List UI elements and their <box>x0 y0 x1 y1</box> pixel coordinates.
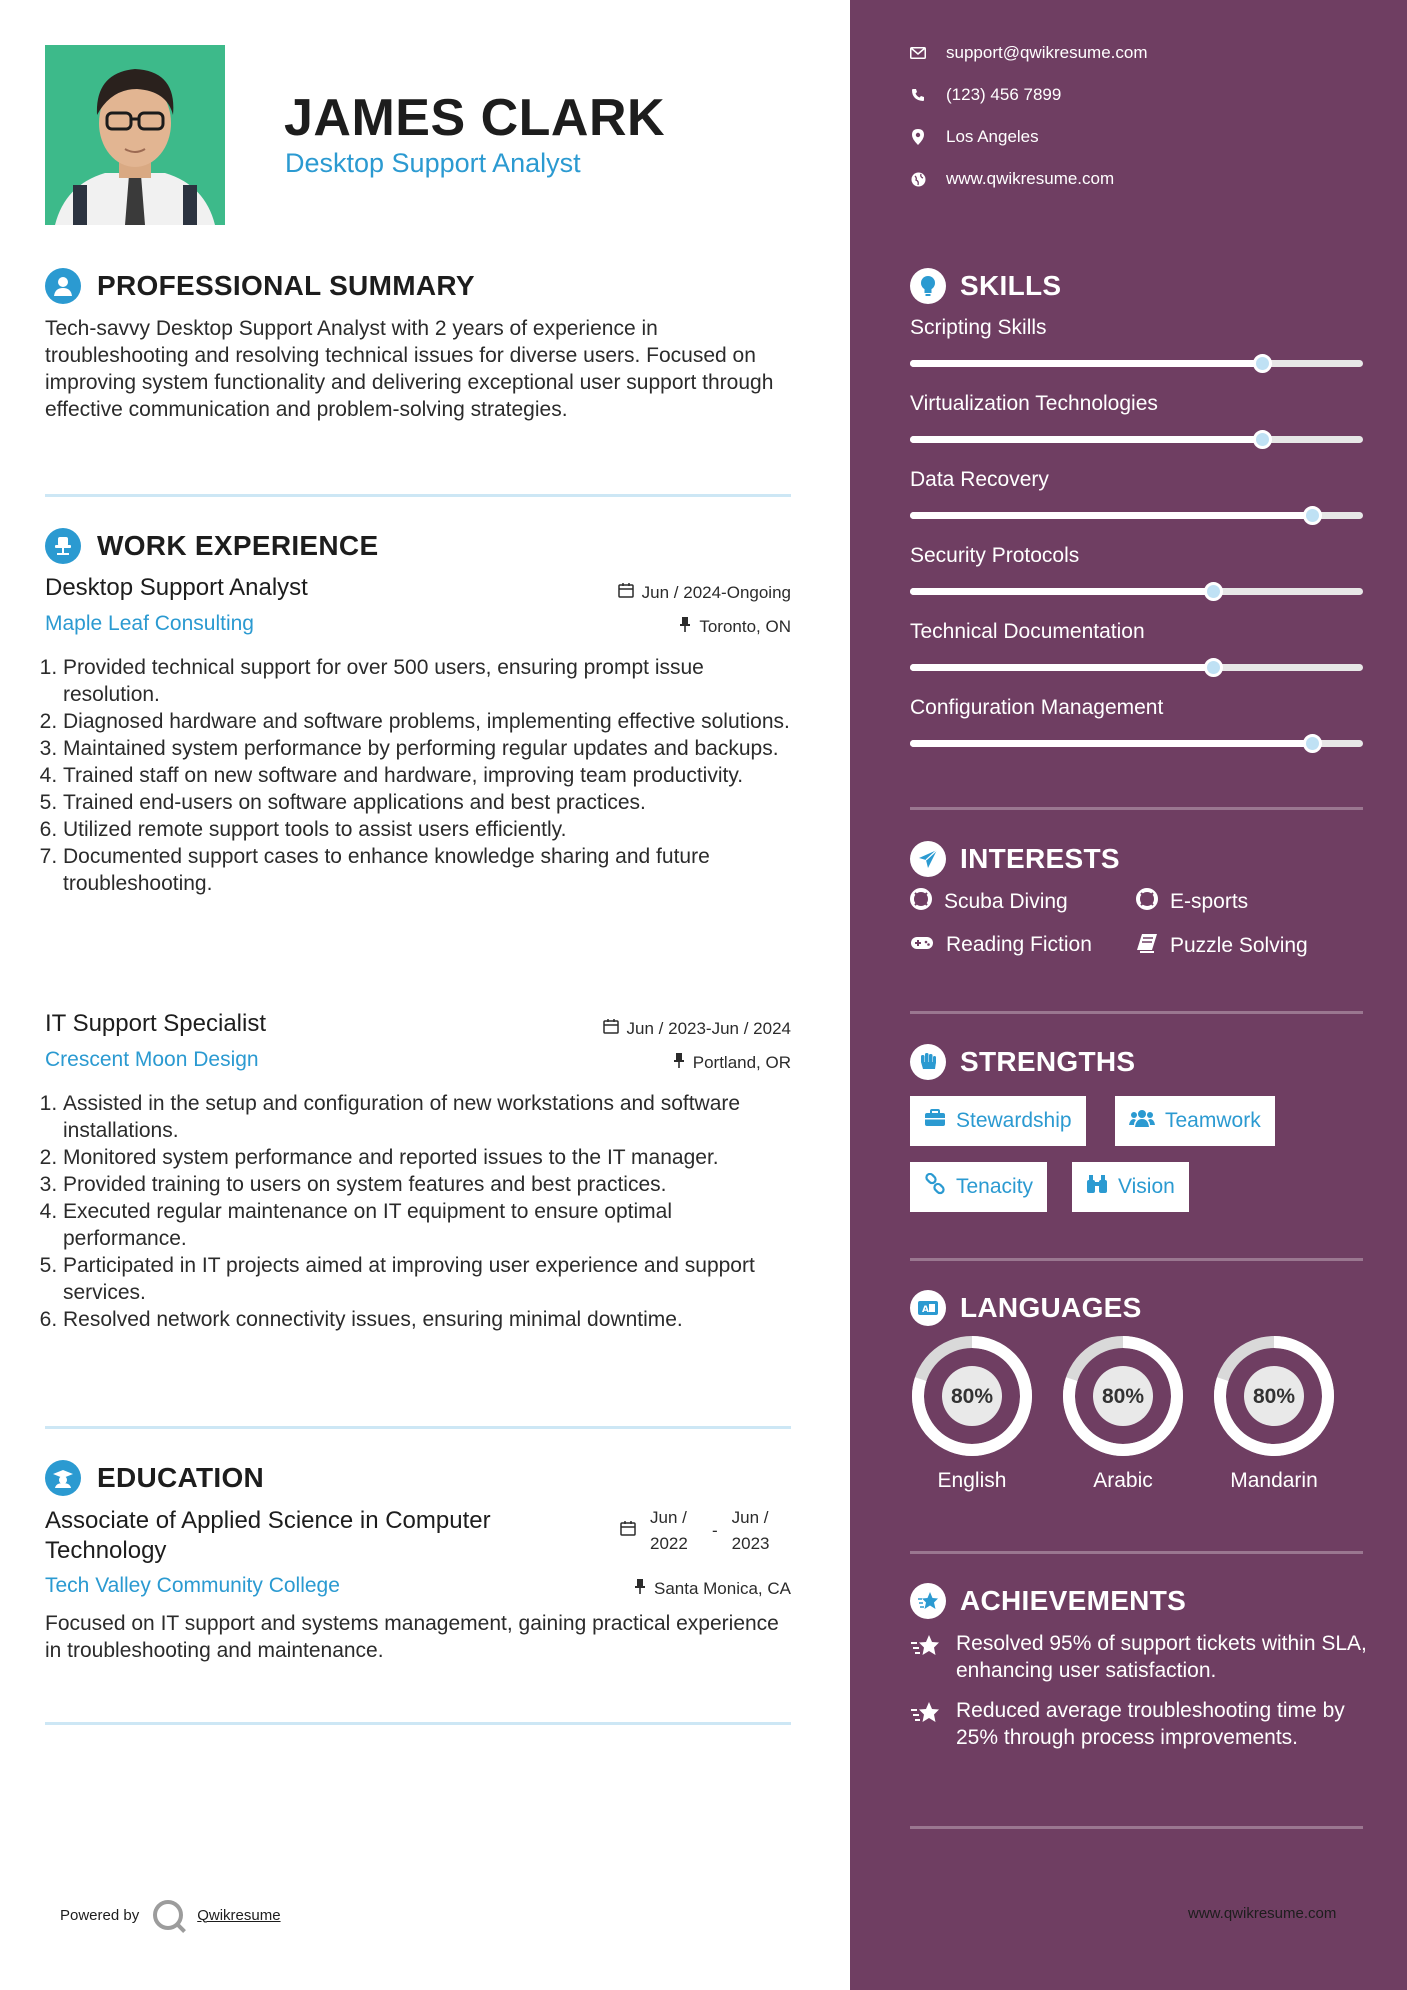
achievement-text: Reduced average troubleshooting time by 25% through process improvements. <box>956 1699 1345 1749</box>
education-location <box>634 1578 791 1599</box>
paper-plane-icon <box>910 841 946 877</box>
pin-icon <box>679 616 691 637</box>
achievements-title: ACHIEVEMENTS <box>960 1585 1187 1616</box>
skill-level-knob <box>1303 734 1322 753</box>
degree-title: Associate of Applied Science in Computer Technology <box>45 1507 491 1564</box>
skill-label: Security Protocols <box>910 544 1080 567</box>
list-item: 4. Executed regular maintenance on IT equipment to ensure optimal performance. <box>63 1198 798 1252</box>
skill-level-fill <box>910 512 1313 519</box>
interests-heading <box>910 841 1120 877</box>
sidebar <box>850 0 1407 1990</box>
book-icon <box>1136 933 1158 959</box>
section-divider <box>910 1011 1363 1014</box>
language-icon <box>910 1290 946 1326</box>
section-divider <box>45 1426 791 1429</box>
interest-item <box>1136 933 1308 959</box>
skill-label: Virtualization Technologies <box>910 392 1158 415</box>
interest-label: Scuba Diving <box>944 890 1068 913</box>
qwikresume-logo-icon <box>153 1900 183 1930</box>
list-item: 6. Resolved network connectivity issues, ensuring minimal downtime. <box>63 1306 798 1333</box>
language-proficiency-ring <box>1212 1334 1336 1458</box>
candidate-name: JAMES CLARK <box>284 89 666 147</box>
list-item: 6. Utilized remote support tools to assist users efficiently. <box>63 816 798 843</box>
chair-icon <box>45 528 81 564</box>
language-item <box>1061 1334 1185 1493</box>
lightbulb-icon <box>910 268 946 304</box>
education-heading <box>45 1460 264 1496</box>
summary-text: Tech-savvy Desktop Support Analyst with 2 years of experience in troubleshooting and resolving technical issues for diverse users. Focused on improving system functionality and delivering exceptional user support through effective communication and problem-solving strategies. <box>45 317 774 421</box>
powered-by-label: Powered by <box>60 1906 140 1924</box>
language-name: Arabic <box>1093 1469 1153 1492</box>
language-percent-label: 80% <box>950 1385 994 1408</box>
language-proficiency-ring <box>1061 1334 1185 1458</box>
section-divider <box>910 1258 1363 1261</box>
strengths-heading <box>910 1044 1135 1080</box>
achievement-item <box>910 1630 1370 1684</box>
calendar-icon <box>620 1518 636 1544</box>
education-date-separator: - <box>712 1521 718 1540</box>
life-ring-icon <box>910 888 932 916</box>
contact-location-text: Los Angeles <box>946 127 1039 146</box>
skill-label: Technical Documentation <box>910 620 1145 643</box>
language-percent-label: 80% <box>1252 1385 1296 1408</box>
strength-badge <box>1072 1162 1189 1212</box>
strength-label: Teamwork <box>1165 1109 1261 1132</box>
summary-title: PROFESSIONAL SUMMARY <box>97 270 475 301</box>
list-item: 7. Documented support cases to enhance knowledge sharing and future troubleshooting. <box>63 843 798 897</box>
calendar-icon <box>618 582 634 603</box>
skill-label: Configuration Management <box>910 696 1164 719</box>
section-divider <box>45 1722 791 1725</box>
contact-email[interactable] <box>910 43 1148 63</box>
candidate-role: Desktop Support Analyst <box>285 148 581 178</box>
achievement-text: Resolved 95% of support tickets within SLA, enhancing user satisfaction. <box>956 1632 1367 1682</box>
section-divider <box>910 1551 1363 1554</box>
contact-location <box>910 127 1039 147</box>
interest-item <box>910 888 1068 916</box>
link-icon <box>924 1173 946 1201</box>
job-date-text: Jun / 2024-Ongoing <box>641 582 791 602</box>
section-divider <box>910 1826 1363 1829</box>
summary-heading <box>45 268 475 304</box>
section-divider <box>910 807 1363 810</box>
skill-level-bar <box>910 360 1363 367</box>
list-item: 2. Diagnosed hardware and software problems, implementing effective solutions. <box>63 708 798 735</box>
language-percent-label: 80% <box>1101 1385 1145 1408</box>
interest-item <box>1136 888 1248 916</box>
education-description: Focused on IT support and systems management, gaining practical experience in troubleshooting and maintenance. <box>45 1612 779 1662</box>
skill-level-knob <box>1204 582 1223 601</box>
skill-level-knob <box>1253 430 1272 449</box>
pin-icon <box>673 1052 685 1073</box>
job-location <box>679 616 791 637</box>
language-name: Mandarin <box>1230 1469 1318 1492</box>
language-item <box>1212 1334 1336 1493</box>
gamepad-icon <box>910 933 934 957</box>
qwikresume-link[interactable]: Qwikresume <box>197 1906 281 1924</box>
job-title: IT Support Specialist <box>45 1010 267 1037</box>
skill-level-bar <box>910 740 1363 747</box>
list-item: 5. Participated in IT projects aimed at improving user experience and support services. <box>63 1252 798 1306</box>
job-date <box>603 1018 791 1039</box>
strengths-title: STRENGTHS <box>960 1046 1136 1077</box>
achievements-heading <box>910 1583 1186 1619</box>
skill-level-bar <box>910 664 1363 671</box>
job-location-text: Portland, OR <box>692 1052 791 1072</box>
fist-icon <box>910 1044 946 1080</box>
strength-badge <box>910 1162 1047 1212</box>
skill-level-knob <box>1253 354 1272 373</box>
contact-email-text: support@qwikresume.com <box>946 43 1148 62</box>
list-item: 3. Provided training to users on system features and best practices. <box>63 1171 798 1198</box>
globe-icon <box>910 171 926 187</box>
interest-label: Puzzle Solving <box>1170 934 1308 957</box>
svg-text:A: A <box>922 1305 930 1315</box>
skill-level-fill <box>910 436 1263 443</box>
interests-title: INTERESTS <box>960 843 1120 874</box>
strength-label: Vision <box>1118 1175 1175 1198</box>
job-date-text: Jun / 2023-Jun / 2024 <box>626 1018 791 1038</box>
school-name: Tech Valley Community College <box>45 1574 340 1597</box>
achievement-item <box>910 1697 1370 1751</box>
star-icon <box>910 1634 942 1684</box>
education-location-text: Santa Monica, CA <box>653 1578 791 1598</box>
contact-website[interactable] <box>910 169 1114 189</box>
briefcase-icon <box>924 1109 946 1133</box>
skill-label: Data Recovery <box>910 468 1049 491</box>
skill-level-fill <box>910 664 1214 671</box>
binoculars-icon <box>1086 1174 1108 1200</box>
company-name: Crescent Moon Design <box>45 1048 259 1071</box>
footer-powered-by <box>60 1900 281 1930</box>
profile-photo <box>45 45 225 225</box>
skill-level-fill <box>910 740 1313 747</box>
job-responsibilities <box>63 1090 798 1333</box>
contact-website-text: www.qwikresume.com <box>946 169 1115 188</box>
user-icon <box>45 268 81 304</box>
education-date <box>620 1505 780 1557</box>
skill-level-bar <box>910 588 1363 595</box>
experience-heading <box>45 528 378 564</box>
languages-title: LANGUAGES <box>960 1292 1142 1323</box>
job-date <box>618 582 791 603</box>
experience-title: WORK EXPERIENCE <box>97 530 379 561</box>
contact-phone-text: (123) 456 7899 <box>946 85 1062 104</box>
skill-level-fill <box>910 588 1214 595</box>
pin-icon <box>634 1578 646 1599</box>
skill-level-knob <box>1303 506 1322 525</box>
phone-icon <box>910 87 926 103</box>
list-item: 1. Assisted in the setup and configuration of new workstations and software installations. <box>63 1090 798 1144</box>
strength-label: Stewardship <box>956 1109 1072 1132</box>
strength-badge <box>1115 1096 1275 1146</box>
education-date-end: Jun / 2023 <box>731 1508 770 1553</box>
skill-level-bar <box>910 436 1363 443</box>
education-date-start: Jun / 2022 <box>650 1508 688 1553</box>
graduate-icon <box>45 1460 81 1496</box>
interest-label: Reading Fiction <box>946 933 1092 956</box>
list-item: 5. Trained end-users on software applications and best practices. <box>63 789 798 816</box>
job-responsibilities <box>63 654 798 897</box>
language-item <box>910 1334 1034 1493</box>
star-icon <box>910 1701 942 1751</box>
users-icon <box>1129 1108 1155 1134</box>
star-icon <box>910 1583 946 1619</box>
section-divider <box>45 494 791 497</box>
education-title: EDUCATION <box>97 1462 265 1493</box>
strength-label: Tenacity <box>956 1175 1034 1198</box>
footer-website[interactable]: www.qwikresume.com <box>1188 1905 1337 1922</box>
life-ring-icon <box>1136 888 1158 916</box>
list-item: 4. Trained staff on new software and hardware, improving team productivity. <box>63 762 798 789</box>
job-title: Desktop Support Analyst <box>45 574 308 601</box>
skills-heading <box>910 268 1061 304</box>
envelope-icon <box>910 45 926 61</box>
location-pin-icon <box>910 129 926 145</box>
interest-item <box>910 933 1092 957</box>
skill-level-bar <box>910 512 1363 519</box>
strength-badge <box>910 1096 1086 1146</box>
list-item: 1. Provided technical support for over 500 users, ensuring prompt issue resolution. <box>63 654 798 708</box>
list-item: 2. Monitored system performance and reported issues to the IT manager. <box>63 1144 798 1171</box>
skill-level-fill <box>910 360 1263 367</box>
job-location <box>673 1052 791 1073</box>
language-proficiency-ring <box>910 1334 1034 1458</box>
contact-phone[interactable] <box>910 85 1061 105</box>
skill-level-knob <box>1204 658 1223 677</box>
language-name: English <box>937 1469 1007 1492</box>
languages-heading <box>910 1290 1142 1326</box>
skill-label: Scripting Skills <box>910 316 1047 339</box>
list-item: 3. Maintained system performance by performing regular updates and backups. <box>63 735 798 762</box>
interest-label: E-sports <box>1170 890 1249 913</box>
calendar-icon <box>603 1018 619 1039</box>
company-name: Maple Leaf Consulting <box>45 612 254 635</box>
job-location-text: Toronto, ON <box>699 616 791 636</box>
skills-title: SKILLS <box>960 270 1062 301</box>
